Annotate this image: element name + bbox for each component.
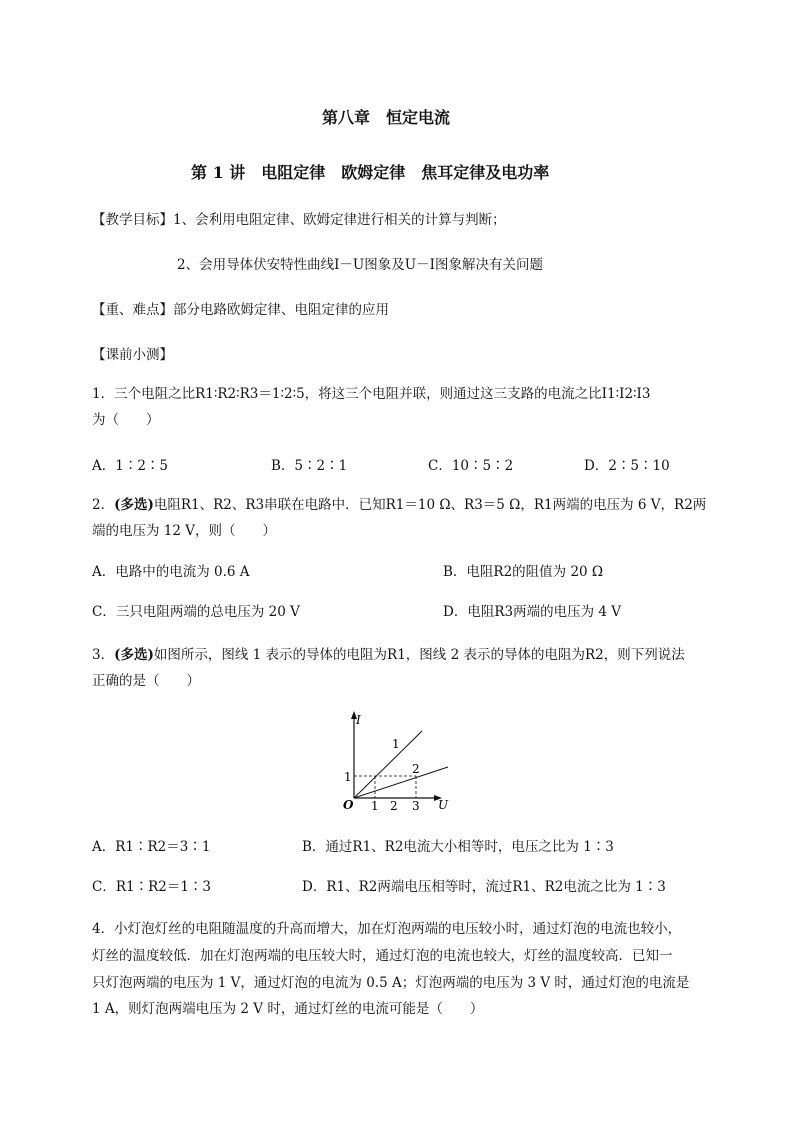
q2-option-a[interactable]: A．电路中的电流为 0.6 A	[92, 564, 250, 580]
q1-line-1	[92, 384, 650, 404]
q2-option-c[interactable]: C．三只电阻两端的总电压为 20 V	[92, 604, 300, 620]
u-axis-label: U	[438, 798, 449, 812]
x-tick-1: 1	[371, 799, 379, 813]
pretest-label: 【课前小测】	[92, 347, 173, 363]
q4-number: 4．	[92, 921, 115, 937]
q3-option-b[interactable]: B．通过R1、R2电流大小相等时，电压之比为 1∶3	[302, 839, 614, 855]
objectives-item-1: 1、会利用电阻定律、欧姆定律进行相关的计算与判断；	[173, 212, 506, 228]
q2-multi-tag: (多选)	[114, 497, 154, 513]
line-1-label: 1	[392, 737, 400, 751]
q2-option-b[interactable]: B．电阻R2的阻值为 20 Ω	[443, 564, 604, 580]
q2-line-1	[92, 495, 706, 515]
objectives-item-2: 2、会用导体伏安特性曲线I－U图象及U－I图象解决有关问题	[177, 257, 544, 273]
origin-label: O	[343, 798, 354, 812]
line-2-label: 2	[412, 762, 420, 776]
q3-option-c[interactable]: C．R1∶R2＝1∶3	[92, 879, 212, 895]
q2-line-2: 端的电压为 12 V，则（ ）	[92, 523, 277, 539]
lesson-title: 第 1 讲 电阻定律 欧姆定律 焦耳定律及电功率	[191, 163, 550, 182]
y-tick-1: 1	[344, 770, 352, 784]
q4-line-3: 只灯泡两端的电压为 1 V，通过灯泡的电流为 0.5 A；灯泡两端的电压为 3 V 时，通过灯泡的电流是	[92, 975, 690, 991]
q3-multi-tag: (多选)	[114, 647, 154, 663]
q1-line-2: 为（ ）	[92, 412, 160, 428]
objectives-line-1	[92, 210, 506, 230]
q3-option-a[interactable]: A．R1∶R2＝3∶1	[92, 839, 211, 855]
graph-line-2	[354, 767, 448, 798]
x-tick-3: 3	[412, 799, 420, 813]
q4-line-4: 1 A，则灯泡两端电压为 2 V 时，通过灯丝的电流可能是（ ）	[92, 1001, 484, 1017]
q1-option-b[interactable]: B．5∶2∶1	[271, 458, 348, 474]
q4-stem-1: 小灯泡灯丝的电阻随温度的升高而增大，加在灯泡两端的电压较小时，通过灯泡的电流也较小，	[114, 921, 682, 937]
q1-stem: 三个电阻之比R1∶R2∶R3＝1∶2∶5，将这三个电阻并联，则通过这三支路的电流之比I1∶I2∶I3	[114, 386, 651, 402]
q3-number: 3．	[92, 647, 115, 663]
x-tick-2: 2	[390, 799, 398, 813]
q2-number: 2．	[92, 497, 115, 513]
q1-option-a[interactable]: A．1∶2∶5	[92, 458, 169, 474]
q1-option-c[interactable]: C．10∶5∶2	[428, 458, 514, 474]
keypoints-text: 部分电路欧姆定律、电阻定律的应用	[173, 302, 389, 318]
keypoints-label: 【重、难点】	[92, 302, 173, 318]
q3-option-d[interactable]: D．R1、R2两端电压相等时，流过R1、R2电流之比为 1∶3	[302, 879, 666, 895]
q3-stem: 如图所示，图线 1 表示的导体的电阻为R1，图线 2 表示的导体的电阻为R2，则下列说法	[153, 647, 685, 663]
q2-option-d[interactable]: D．电阻R3两端的电压为 4 V	[443, 604, 621, 620]
q2-stem: 电阻R1、R2、R3串联在电路中．已知R1＝10 Ω、R3＝5 Ω，R1两端的电压为 6 V，R2两	[153, 497, 707, 513]
objectives-label: 【教学目标】	[92, 212, 173, 228]
keypoints-line	[92, 300, 389, 320]
q1-option-d[interactable]: D．2∶5∶10	[584, 458, 670, 474]
i-axis-label: I	[356, 713, 361, 727]
q3-line-2: 正确的是（ ）	[92, 673, 200, 689]
chapter-title: 第八章 恒定电流	[322, 108, 451, 127]
iu-graph-figure	[330, 705, 460, 815]
q4-line-1	[92, 919, 681, 939]
q4-line-2: 灯丝的温度较低．加在灯泡两端的电压较大时，通过灯泡的电流也较大，灯丝的温度较高．已知一	[92, 948, 673, 964]
q1-number: 1．	[92, 386, 115, 402]
q3-line-1	[92, 645, 685, 665]
